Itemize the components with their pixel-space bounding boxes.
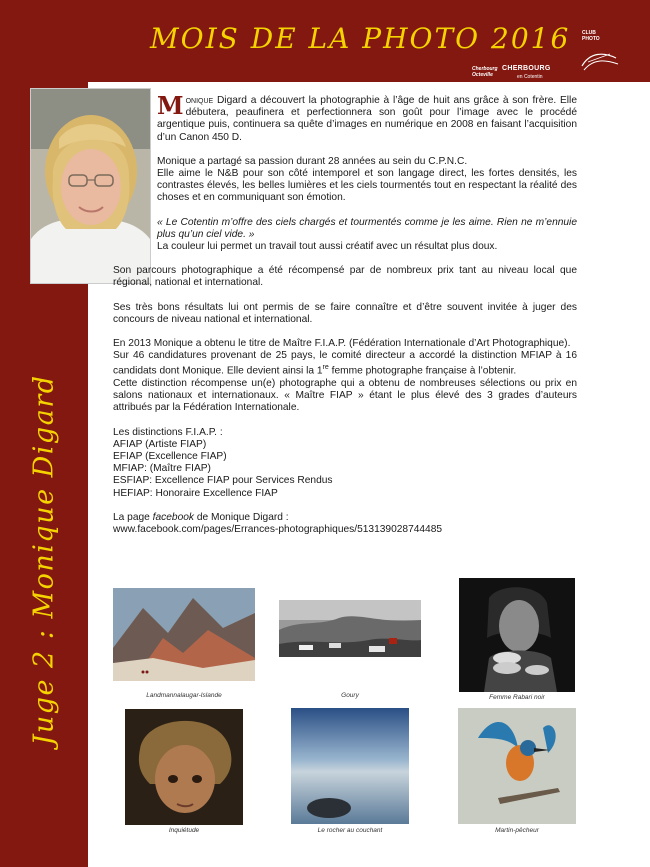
dropcap-letter: M (157, 91, 184, 120)
photo-goury (279, 600, 421, 657)
bio-paragraph (157, 217, 577, 254)
photo-caption: Martin-pêcheur (495, 827, 539, 834)
club-logo-swirl-icon (580, 48, 620, 73)
bio-name-smallcaps: onique (185, 95, 214, 106)
photo-landmannalaugar (113, 588, 255, 681)
bio-text: Sur 46 candidatures provenant de 25 pays, le comité directeur a accordé la distinction MFIAP à 16 candidats dont Monique. Elle devient ainsi la 1 (113, 350, 577, 377)
bio-text: En 2013 Monique a obtenu le titre de Maître F.I.A.P. (Fédération Internationale d’Art Photographique). (113, 338, 571, 350)
judge-portrait-photo (30, 88, 151, 284)
photo-caption: Inquiétude (168, 827, 200, 834)
bio-superscript: re (322, 364, 329, 372)
bio-quote: « Le Cotentin m’offre des ciels chargés et tourmentés comme je les aime. Rien ne m’ennuie plus qu’un ciel vide. » (157, 216, 577, 240)
seascape-rock-icon (291, 708, 409, 824)
logo-cherbourg: CHERBOURG (502, 65, 551, 72)
photo-caption: Femme Rabari noir (489, 694, 545, 701)
judge-biography (113, 91, 577, 548)
bio-paragraph (113, 338, 577, 415)
bio-paragraph: Son parcours photographique a été récompensé par de nombreux prix tant au niveau local que régional, national et international. (113, 265, 577, 289)
page-header (0, 0, 650, 82)
photo-rocher-couchant (291, 708, 409, 824)
judge-side-title: Juge 2 : Monique Digard (28, 374, 60, 746)
portrait-woman-icon (459, 578, 575, 692)
facebook-info (113, 512, 577, 536)
bio-text: Cette distinction récompense un(e) photographe qui a obtenu de nombreuses sélections ou prix en salons nationaux et internationaux. « Maître FIAP » étant le plus élevé des 3 grades d’auteurs attribués par la Fédération Internationale. (113, 378, 577, 414)
bio-paragraph: Ses très bons résultats lui ont permis de se faire connaître et d’être souvent invitée à juger des concours de niveau national et international. (113, 301, 577, 325)
distinction-item: MFIAP: (Maître FIAP) (113, 463, 211, 475)
fb-word: facebook (152, 511, 195, 523)
photo-inquietude (125, 709, 243, 825)
logo-club-photo: CLUB PHOTO (582, 30, 600, 42)
bio-text: femme photographe française à l’obtenir. (328, 365, 517, 377)
fb-prefix: La page (113, 511, 153, 523)
photo-caption: Landmannalaugar-Islande (146, 692, 222, 699)
bio-text: Monique a partagé sa passion durant 28 années au sein du C.P.N.C. (157, 155, 468, 167)
bio-text: Digard a découvert la photographie à l’âge de huit ans grâce à son frère. Elle débutera, peaufinera et perfectionnera son goût pour l’image avec le procédé argentique puis, continuera sa quête d’images en numérique en 2008 en faisant l’acquisition d’un Canon 450 D. (157, 95, 577, 143)
distinction-item: AFIAP (Artiste FIAP) (113, 438, 207, 450)
distinction-item: ESFIAP: Excellence FIAP pour Services Rendus (113, 475, 333, 487)
mountain-landscape-icon (113, 588, 255, 681)
facebook-link[interactable]: www.facebook.com/pages/Errances-photographiques/513139028744485 (113, 524, 443, 536)
logo-cherbourg-sub: en Cotentin (517, 74, 543, 80)
kingfisher-bird-icon (458, 708, 576, 824)
harbour-waves-icon (279, 600, 421, 657)
photo-caption: Le rocher au couchant (317, 827, 383, 834)
photo-caption: Goury (341, 692, 359, 699)
distinctions-title: Les distinctions F.I.A.P. : (113, 426, 223, 438)
photo-martin-pecheur (458, 708, 576, 824)
portrait-child-icon (125, 709, 243, 825)
sponsor-logos (472, 30, 632, 80)
photo-femme-rabari (459, 578, 575, 692)
bio-text: La couleur lui permet un travail tout aussi créatif avec un résultat plus doux. (157, 241, 498, 253)
fb-suffix: de Monique Digard : (194, 511, 289, 523)
bio-paragraph (157, 156, 577, 205)
distinction-item: HEFIAP: Honoraire Excellence FIAP (113, 487, 278, 499)
logo-cherbourg-octeville: Cherbourg Octeville (472, 66, 498, 78)
bio-text: Elle aime le N&B pour son côté intemporel et son langage direct, les fortes densités, les contrastes élevés, les belles lumières et les ciels tourmentés tout en respectant la réalité des choses et en communiquant son émotion. (157, 168, 577, 204)
distinctions-list (113, 427, 577, 500)
bio-paragraph (157, 91, 577, 144)
page-title: MOIS DE LA PHOTO 2016 (150, 22, 571, 55)
distinction-item: EFIAP (Excellence FIAP) (113, 451, 227, 463)
